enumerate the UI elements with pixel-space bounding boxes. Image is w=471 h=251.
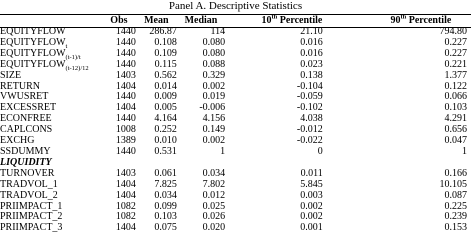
variable-name: PRIIMPACT_2 <box>0 211 63 223</box>
p90-cell: 0.103 <box>444 102 467 114</box>
variable-name: TRADVOL_2 <box>0 189 58 201</box>
mean-cell: 0.108 <box>154 36 177 48</box>
mean-cell: 4.164 <box>154 113 177 125</box>
header-median: Median <box>184 15 218 27</box>
median-cell: 0.149 <box>202 124 226 136</box>
table-row <box>0 71 471 82</box>
p90-cell: 0.239 <box>444 211 467 223</box>
obs-cell: 1404 <box>115 222 136 234</box>
median-cell: 0.329 <box>202 69 226 81</box>
header-p90: 90th Percentile <box>390 13 452 27</box>
p90-cell: 1 <box>462 145 467 157</box>
table-row <box>0 180 471 191</box>
variable-name: EXCHG <box>0 135 35 147</box>
p90-cell: 4.291 <box>444 113 467 125</box>
obs-cell: 1440 <box>115 91 136 103</box>
table-row <box>0 191 471 202</box>
table-row <box>0 147 471 158</box>
table-row <box>0 202 471 213</box>
p90-cell: 0.221 <box>444 58 467 70</box>
median-cell: 0.026 <box>202 211 226 223</box>
p90-cell: 1.377 <box>444 69 467 81</box>
p90-cell: 794.80 <box>439 26 467 37</box>
p90-cell: 0.087 <box>444 189 467 201</box>
p10-cell: 0.003 <box>300 189 323 201</box>
table-row <box>0 114 471 125</box>
mean-cell: 0.103 <box>154 211 177 223</box>
mean-cell: 0.562 <box>154 69 177 81</box>
mean-cell: 0.005 <box>154 102 177 114</box>
mean-cell: 0.099 <box>154 200 177 212</box>
variable-name: ECONFREE <box>0 113 52 125</box>
table-row <box>0 92 471 103</box>
obs-cell: 1440 <box>115 58 136 70</box>
variable-name: EXCESSRET <box>0 102 57 114</box>
p90-cell: 0.656 <box>444 124 467 136</box>
median-cell: 0.019 <box>202 91 226 103</box>
variable-name: PRIIMPACT_3 <box>0 222 63 234</box>
table-row <box>0 125 471 136</box>
p90-cell: 0.225 <box>444 200 467 212</box>
table-row <box>0 38 471 49</box>
p90-cell: 0.066 <box>444 91 467 103</box>
p10-cell: 0.138 <box>300 69 323 81</box>
p90-cell: 0.122 <box>444 80 467 92</box>
mean-cell: 0.252 <box>154 124 177 136</box>
p10-cell: 0.001 <box>300 222 323 234</box>
median-cell: 0.080 <box>202 47 226 59</box>
table-row <box>0 60 471 71</box>
obs-cell: 1440 <box>115 36 136 48</box>
median-cell: 0.034 <box>202 167 226 179</box>
median-cell: 0.012 <box>202 189 226 201</box>
median-cell: 7.802 <box>202 178 226 190</box>
mean-cell: 0.010 <box>154 135 177 147</box>
mean-cell: 286.87 <box>149 26 177 37</box>
table-row <box>0 49 471 60</box>
median-cell: 0.002 <box>202 135 226 147</box>
p10-cell: 0.016 <box>300 36 323 48</box>
p10-cell: 0.002 <box>300 200 323 212</box>
table-body <box>0 27 471 234</box>
p10-cell: -0.022 <box>296 135 323 147</box>
obs-cell: 1404 <box>115 80 136 92</box>
mean-cell: 0.014 <box>154 80 177 92</box>
p90-cell: 0.227 <box>444 36 467 48</box>
p10-cell: 0.002 <box>300 211 323 223</box>
obs-cell: 1403 <box>115 69 136 81</box>
table-row <box>0 82 471 93</box>
p10-cell: 5.845 <box>300 178 323 190</box>
obs-cell: 1404 <box>115 189 136 201</box>
median-cell: 0.020 <box>202 222 226 234</box>
obs-cell: 1404 <box>115 178 136 190</box>
mean-cell: 0.109 <box>154 47 177 59</box>
mean-cell: 0.115 <box>154 58 177 70</box>
mean-cell: 0.009 <box>154 91 177 103</box>
p90-cell: 0.166 <box>444 167 467 179</box>
p90-cell: 0.227 <box>444 47 467 59</box>
variable-name: $EQUITYFLOW_{(t-12)/12}$ <box>0 58 89 72</box>
liquidity-section-label: LIQUIDITY <box>0 156 52 168</box>
obs-cell: 1082 <box>115 211 136 223</box>
variable-name: CAPLCONS <box>0 124 53 136</box>
mean-cell: 0.531 <box>154 145 177 157</box>
p10-cell: 0.016 <box>300 47 323 59</box>
mean-cell: 0.061 <box>154 167 177 179</box>
median-cell: 0.080 <box>202 36 226 48</box>
p10-cell: 0.011 <box>300 167 323 179</box>
variable-name: SIZE <box>0 69 22 81</box>
obs-cell: 1440 <box>115 26 136 37</box>
obs-cell: 1440 <box>115 113 136 125</box>
median-cell: -0.006 <box>199 102 226 114</box>
obs-cell: 1008 <box>115 124 136 136</box>
p10-cell: -0.104 <box>296 80 323 92</box>
p90-cell: 0.047 <box>444 135 467 147</box>
p10-cell: -0.059 <box>296 91 323 103</box>
obs-cell: 1082 <box>115 200 136 212</box>
p90-cell: 0.153 <box>444 222 467 234</box>
header-obs: Obs <box>110 15 128 27</box>
obs-cell: 1389 <box>115 135 136 147</box>
p10-cell: 4.038 <box>300 113 323 125</box>
variable-name: EQUITYFLOW <box>0 26 66 37</box>
variable-name: $EQUITYFLOW_t$ <box>0 36 68 50</box>
header-row <box>0 16 471 27</box>
variable-name: PRIIMPACT_1 <box>0 200 63 212</box>
variable-name: $EQUITYFLOW_{(t-1)/t}$ <box>0 47 81 61</box>
median-cell: 0.088 <box>202 58 226 70</box>
mean-cell: 0.075 <box>154 222 177 234</box>
variable-name: RETURN <box>0 80 40 92</box>
header-mean: Mean <box>144 15 169 27</box>
variable-name: SSDUMMY <box>0 145 51 157</box>
table-row <box>0 169 471 180</box>
p10-cell: 21.10 <box>300 26 323 37</box>
variable-name: VWUSRET <box>0 91 49 103</box>
table-caption: Panel A. Descriptive Statistics <box>168 0 303 12</box>
header-p10: 10th Percentile <box>261 13 323 27</box>
mean-cell: 0.034 <box>154 189 177 201</box>
p90-cell: 10.105 <box>439 178 467 190</box>
median-cell: 0.025 <box>202 200 226 212</box>
mean-cell: 7.825 <box>154 178 177 190</box>
p10-cell: -0.102 <box>296 102 323 114</box>
obs-cell: 1403 <box>115 167 136 179</box>
p10-cell: -0.012 <box>296 124 323 136</box>
obs-cell: 1404 <box>115 102 136 114</box>
table-row <box>0 103 471 114</box>
table-row <box>0 136 471 147</box>
obs-cell: 1440 <box>115 47 136 59</box>
table-row <box>0 223 471 234</box>
variable-name: TURNOVER <box>0 167 55 179</box>
p10-cell: 0.023 <box>300 58 323 70</box>
section-row <box>0 158 471 169</box>
median-cell: 0.002 <box>202 80 226 92</box>
descriptive-statistics-table <box>0 13 471 234</box>
variable-name: TRADVOL_1 <box>0 178 58 190</box>
table-row <box>0 27 471 38</box>
obs-cell: 1440 <box>115 145 136 157</box>
p10-cell: 0 <box>317 145 323 157</box>
median-cell: 1 <box>220 145 226 157</box>
table-row <box>0 212 471 223</box>
median-cell: 114 <box>210 26 226 37</box>
median-cell: 4.156 <box>202 113 226 125</box>
